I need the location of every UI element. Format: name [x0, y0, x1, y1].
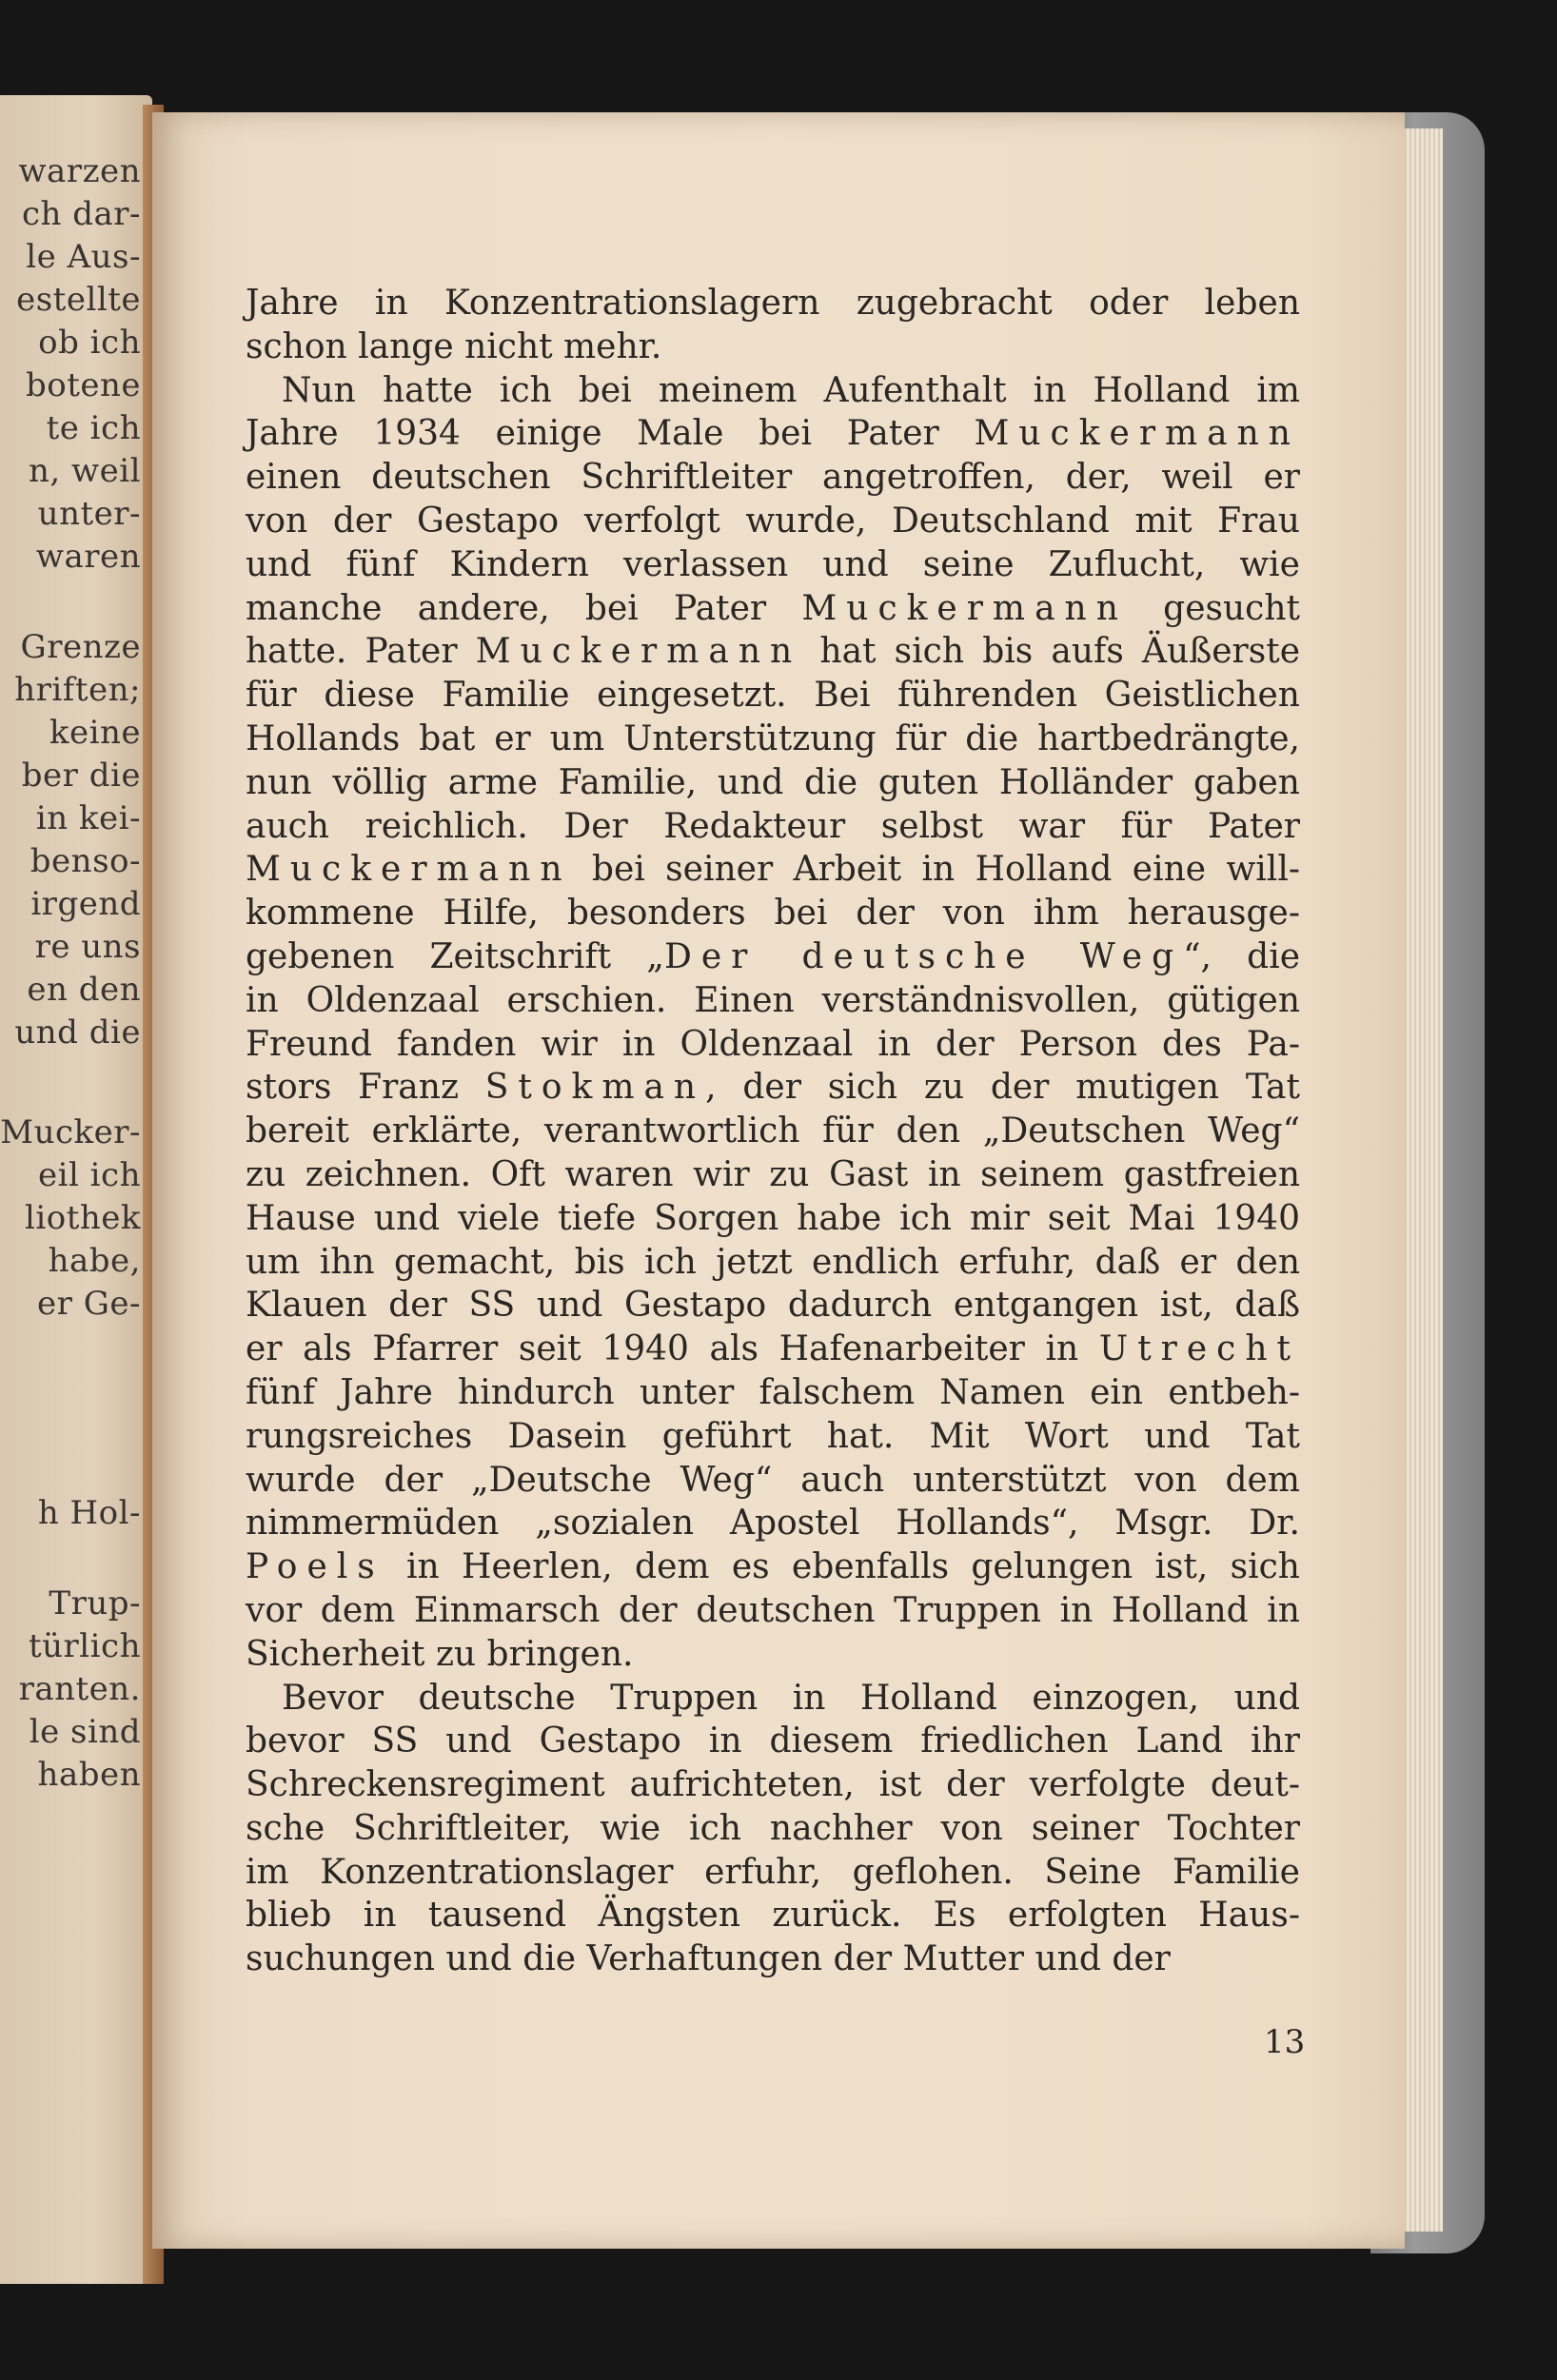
- book-page: [152, 112, 1405, 2249]
- text-line: [246, 325, 1300, 369]
- previous-page-fragment: hriften;: [14, 671, 141, 709]
- previous-page-fragment: türlich: [28, 1627, 141, 1665]
- text-segment: von der Gestapo verfolgt wurde, Deutschland mit Frau: [246, 501, 1300, 541]
- text-line: [246, 630, 1300, 674]
- text-segment: einen deutschen Schriftleiter angetroffen, der, weil er: [246, 458, 1300, 498]
- emphasized-name: Muckermann: [801, 588, 1128, 628]
- text-segment: nimmermüden „sozialen Apostel Hollands“, Msgr. Dr.: [246, 1504, 1300, 1544]
- previous-page-fragment: unter-: [37, 495, 141, 533]
- text-line: [246, 1197, 1300, 1241]
- text-segment: in Oldenzaal erschien. Einen verständnisvollen, gütigen: [246, 980, 1300, 1020]
- text-line: [246, 1328, 1300, 1371]
- previous-page-fragment: eil ich: [38, 1156, 141, 1194]
- body-text: [246, 282, 1300, 1981]
- text-line: [246, 1633, 1300, 1677]
- text-segment: bereit erklärte, verantwortlich für den „Deutschen Weg“: [246, 1111, 1300, 1151]
- text-line: [246, 1894, 1300, 1937]
- text-segment: Hollands bat er um Unterstützung für die hartbedrängte,: [246, 718, 1300, 758]
- text-line: [246, 412, 1300, 456]
- text-segment: Schreckensregiment aufrichteten, ist der verfolgte deut-: [246, 1765, 1300, 1805]
- previous-page-fragment: er Ge-: [37, 1285, 141, 1323]
- text-line: [246, 1720, 1300, 1763]
- text-line: [246, 1153, 1300, 1197]
- text-segment: wurde der „Deutsche Weg“ auch unterstützt von dem: [246, 1460, 1300, 1500]
- text-segment: zu zeichnen. Oft waren wir zu Gast in seinem gastfreien: [246, 1154, 1300, 1194]
- text-segment: Hause und viele tiefe Sorgen habe ich mir seit Mai 1940: [246, 1198, 1300, 1238]
- text-segment: im Konzentrationslager erfuhr, geflohen. Seine Familie: [246, 1852, 1300, 1892]
- emphasized-name: Stokman: [484, 1068, 706, 1108]
- text-segment: nun völlig arme Familie, und die guten Holländer gaben: [246, 762, 1300, 802]
- previous-page-fragment: habe,: [48, 1242, 141, 1280]
- previous-page-fragment: irgend: [30, 885, 141, 923]
- text-segment: kommene Hilfe, besonders bei der von ihm herausge-: [246, 894, 1300, 934]
- text-line: [246, 543, 1300, 587]
- text-line: [246, 979, 1300, 1023]
- previous-page-fragment: ob ich: [38, 324, 141, 362]
- text-line: [246, 1545, 1300, 1589]
- text-segment: vor dem Einmarsch der deutschen Truppen in Holland in: [246, 1590, 1300, 1630]
- text-line: [246, 456, 1300, 500]
- previous-page-fragment: Trup-: [49, 1584, 141, 1623]
- text-segment: Sicherheit zu bringen.: [246, 1634, 634, 1674]
- previous-page-fragment: botene: [25, 366, 141, 404]
- text-segment: hatte. Pater: [246, 632, 476, 672]
- text-line: [246, 1807, 1300, 1851]
- previous-page-fragment: ber die: [21, 757, 141, 795]
- text-line: [246, 369, 1300, 413]
- previous-page-fragment: keine: [49, 714, 141, 752]
- previous-page-fragment: ch dar-: [21, 195, 141, 233]
- text-segment: er als Pfarrer seit 1940 als Hafenarbeiter in: [246, 1329, 1099, 1369]
- text-segment: fünf Jahre hindurch unter falschem Namen ein entbeh-: [246, 1372, 1300, 1412]
- text-segment: suchungen und die Verhaftungen der Mutter und der: [246, 1939, 1171, 1979]
- text-segment: “, die: [1183, 936, 1301, 976]
- previous-page-fragment: bensо-: [30, 842, 141, 880]
- text-segment: Jahre in Konzentrationslagern zugebracht oder leben: [246, 284, 1300, 323]
- text-segment: sche Schriftleiter, wie ich nachher von seiner Tochter: [246, 1808, 1300, 1848]
- previous-page-fragment: waren: [35, 538, 141, 576]
- text-line: [246, 500, 1300, 543]
- previous-page-fragment: estellte: [16, 281, 141, 319]
- emphasized-name: Der deutsche Weg: [663, 936, 1184, 976]
- emphasized-name: Poels: [246, 1547, 384, 1587]
- text-line: [246, 1110, 1300, 1153]
- text-segment: stors Franz: [246, 1068, 485, 1108]
- text-segment: rungsreiches Dasein geführt hat. Mit Wort und Tat: [246, 1416, 1300, 1456]
- previous-page-fragment: Mucker-: [0, 1113, 141, 1151]
- emphasized-name: Utrecht: [1098, 1329, 1300, 1369]
- text-line: [246, 1589, 1300, 1633]
- page-number: 13: [1264, 2023, 1306, 2061]
- previous-page-fragment: te ich: [46, 409, 141, 447]
- previous-page: [0, 95, 152, 2284]
- text-line: [246, 935, 1300, 979]
- text-line: [246, 1763, 1300, 1807]
- text-line: [246, 1677, 1300, 1721]
- text-segment: schon lange nicht mehr.: [246, 326, 662, 366]
- text-segment: bevor SS und Gestapo in diesem friedlichen Land ihr: [246, 1721, 1300, 1761]
- text-line: [246, 282, 1300, 325]
- text-line: [246, 1937, 1300, 1981]
- text-segment: für diese Familie eingesetzt. Bei führenden Geistlichen: [246, 676, 1300, 716]
- text-segment: gesucht: [1127, 588, 1300, 628]
- text-line: [246, 587, 1300, 631]
- text-segment: Klauen der SS und Gestapo dadurch entgangen ist, daß: [246, 1286, 1300, 1326]
- text-line: [246, 1284, 1300, 1328]
- previous-page-fragment: in kei-: [35, 799, 141, 837]
- text-line: [246, 1371, 1300, 1415]
- text-segment: manche andere, bei Pater: [246, 588, 802, 628]
- text-line: [246, 761, 1300, 805]
- text-segment: Jahre 1934 einige Male bei Pater: [246, 414, 975, 454]
- text-line: [246, 1241, 1300, 1285]
- text-line: [246, 1415, 1300, 1459]
- text-segment: Nun hatte ich bei meinem Aufenthalt in Holland im: [282, 370, 1300, 410]
- previous-page-fragment: le Aus-: [26, 238, 141, 276]
- text-line: [246, 1851, 1300, 1895]
- text-segment: und fünf Kindern verlassen und seine Zuflucht, wie: [246, 544, 1300, 584]
- text-segment: um ihn gemacht, bis ich jetzt endlich erfuhr, daß er den: [246, 1242, 1300, 1282]
- text-line: [246, 1066, 1300, 1110]
- previous-page-fragment: h Hol-: [37, 1494, 141, 1532]
- text-segment: Bevor deutsche Truppen in Holland einzogen, und: [282, 1678, 1300, 1718]
- previous-page-fragment: liothek: [24, 1199, 141, 1237]
- previous-page-fragment: re uns: [34, 928, 141, 966]
- text-segment: in Heerlen, dem es ebenfalls gelungen ist, sich: [384, 1547, 1300, 1587]
- emphasized-name: Muckermann: [974, 414, 1300, 454]
- text-segment: auch reichlich. Der Redakteur selbst war für Pater: [246, 806, 1300, 846]
- text-line: [246, 1502, 1300, 1545]
- text-line: [246, 1459, 1300, 1503]
- text-line: [246, 805, 1300, 849]
- text-line: [246, 848, 1300, 892]
- previous-page-fragment: ranten.: [18, 1670, 141, 1708]
- previous-page-fragment: le sind: [29, 1713, 141, 1751]
- text-segment: gebenen Zeitschrift „: [246, 936, 664, 976]
- text-segment: , der sich zu der mutigen Tat: [705, 1068, 1300, 1108]
- previous-page-fragment: Grenze: [20, 628, 141, 666]
- text-segment: bei seiner Arbeit in Holland eine will-: [571, 850, 1300, 890]
- text-segment: hat sich bis aufs Äußerste: [801, 632, 1301, 672]
- emphasized-name: Muckermann: [475, 632, 802, 672]
- text-line: [246, 1023, 1300, 1067]
- previous-page-fragment: warzen: [18, 152, 141, 190]
- text-line: [246, 718, 1300, 761]
- text-line: [246, 892, 1300, 935]
- previous-page-fragment: und die: [14, 1013, 141, 1052]
- text-segment: blieb in tausend Ängsten zurück. Es erfolgten Haus-: [246, 1896, 1300, 1936]
- emphasized-name: Muckermann: [246, 850, 572, 890]
- text-line: [246, 674, 1300, 718]
- text-segment: Freund fanden wir in Oldenzaal in der Person des Pa-: [246, 1024, 1300, 1064]
- previous-page-fragment: n, weil: [29, 452, 141, 490]
- previous-page-fragment: haben: [37, 1756, 141, 1794]
- previous-page-fragment: en den: [27, 971, 141, 1009]
